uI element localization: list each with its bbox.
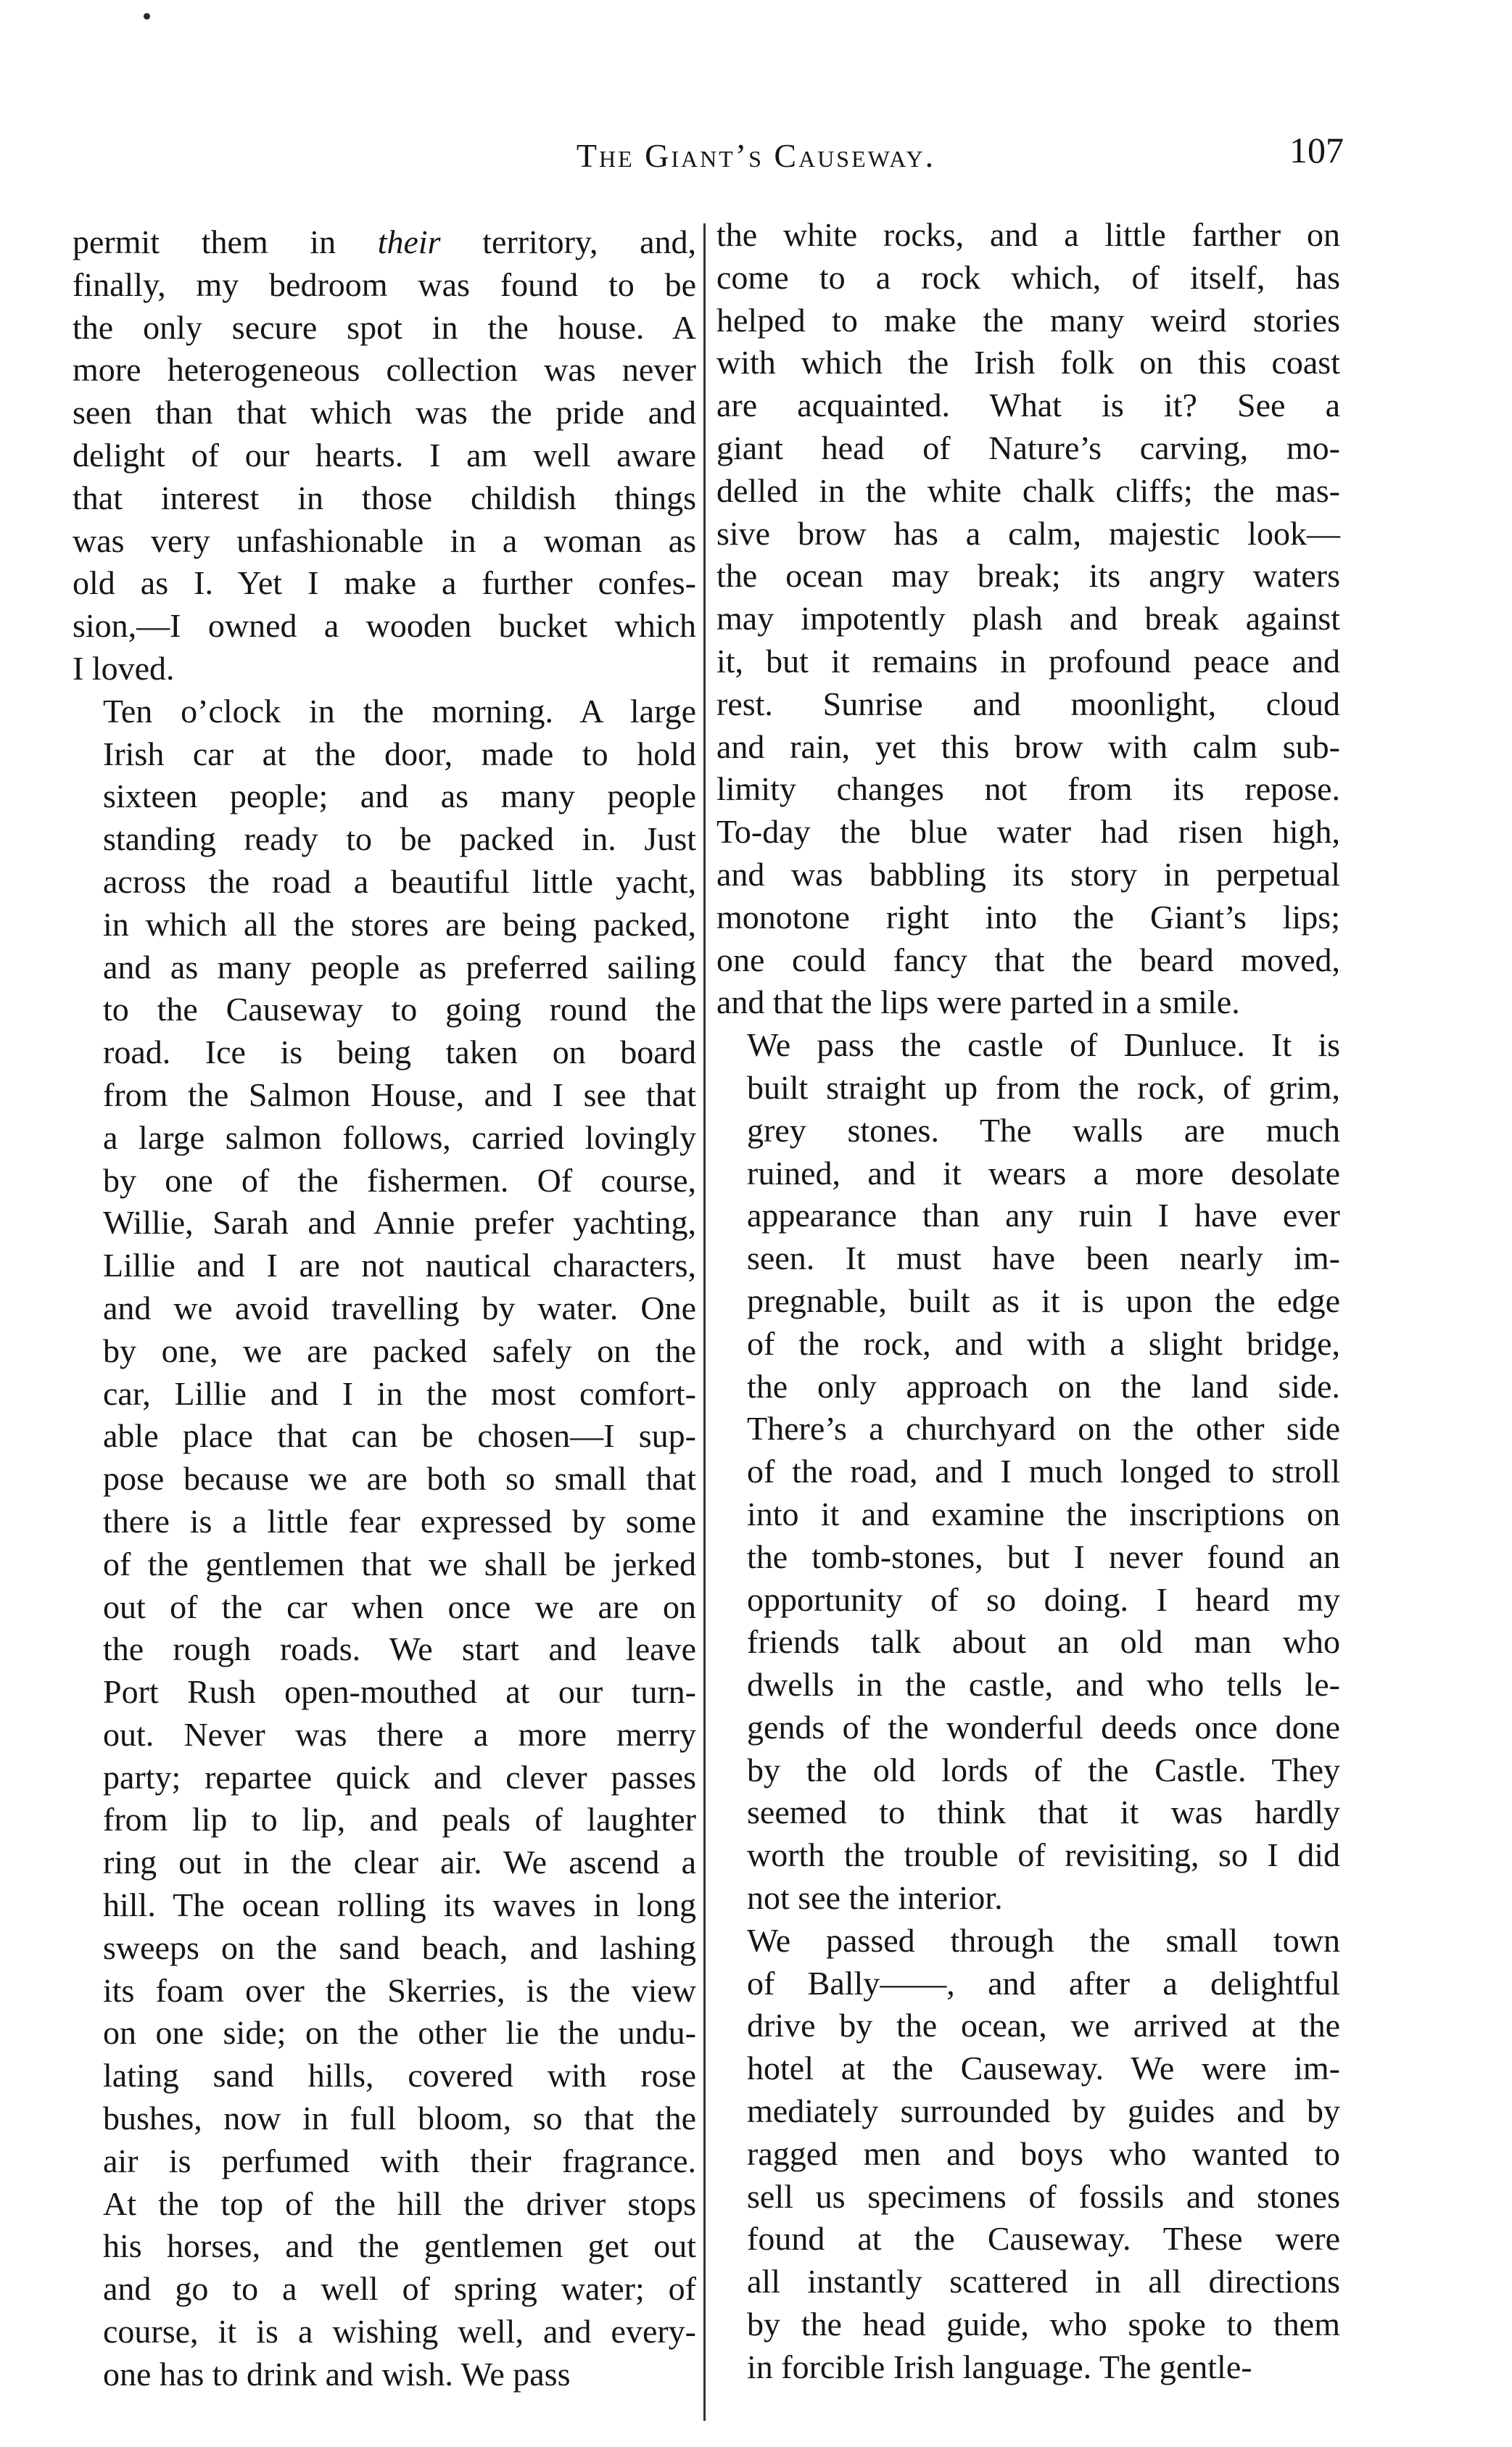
text-line: and we avoid travelling by water. One (103, 1289, 696, 1326)
text-line: found at the Causeway. These were (747, 2220, 1340, 2258)
text-line: seen than that which was the pride and (73, 394, 696, 432)
text-line: in forcible Irish language. The gentle- (747, 2348, 1252, 2385)
text-line: the ocean may break; its angry waters (716, 557, 1340, 595)
text-line: mediately surrounded by guides and by (747, 2092, 1340, 2130)
text-line: built straight up from the rock, of grim, (747, 1068, 1340, 1106)
text-line: sion,—I owned a wooden bucket which (73, 607, 696, 645)
text-line: and that the lips were parted in a smile. (716, 983, 1240, 1021)
text-line: one could fancy that the beard moved, (716, 941, 1340, 978)
text-line: Willie, Sarah and Annie prefer yachting, (103, 1204, 696, 1242)
text-line: all instantly scattered in all directions (747, 2263, 1340, 2300)
paragraph (73, 221, 696, 690)
text-line: worth the trouble of revisiting, so I did (747, 1836, 1340, 1874)
text-line: by one, we are packed safely on the (103, 1332, 696, 1369)
text-line: and as many people as preferred sailing (103, 948, 696, 986)
text-line: party; repartee quick and clever passes (103, 1758, 696, 1796)
text-line: one has to drink and wish. We pass (103, 2355, 571, 2393)
text-line: Lillie and I are not nautical characters, (103, 1247, 696, 1284)
text-line: drive by the ocean, we arrived at the (747, 2007, 1340, 2044)
text-line: permit them in their territory, and, (73, 223, 696, 260)
text-line: of the rock, and with a slight bridge, (747, 1324, 1340, 1362)
text-line: the tomb-stones, but I never found an (747, 1538, 1340, 1575)
text-line: At the top of the hill the driver stops (103, 2184, 696, 2222)
text-line: limity changes not from its repose. (716, 770, 1340, 808)
text-line: come to a rock which, of itself, has (716, 258, 1340, 296)
text-line: the white rocks, and a little farther on (716, 216, 1340, 253)
text-line: Ten o’clock in the morning. A large (103, 692, 696, 730)
text-line: from lip to lip, and peals of laughter (103, 1801, 696, 1839)
text-line: opportunity of so doing. I heard my (747, 1580, 1340, 1618)
running-head: The Giant’s Causeway. (576, 137, 936, 174)
text-line: There’s a churchyard on the other side (747, 1410, 1340, 1448)
text-line: the rough roads. We start and leave (103, 1630, 696, 1668)
text-line: in which all the stores are being packed, (103, 905, 696, 943)
text-line: of Bally——, and after a delightful (747, 1964, 1340, 2002)
text-line: We passed through the small town (747, 1921, 1340, 1959)
text-line: the only secure spot in the house. A (73, 308, 696, 346)
text-line: air is perfumed with their fragrance. (103, 2142, 696, 2179)
text-line: with which the Irish folk on this coast (716, 344, 1340, 381)
right-column (716, 214, 1340, 2389)
text-line: delight of our hearts. I am well aware (73, 436, 696, 474)
text-line: was very unfashionable in a woman as (73, 521, 696, 559)
text-line: We pass the castle of Dunluce. It is (747, 1026, 1340, 1064)
left-column (73, 221, 696, 2396)
text-line: out. Never was there a more merry (103, 1715, 696, 1753)
text-line: friends talk about an old man who (747, 1623, 1340, 1661)
text-line: hotel at the Causeway. We were im- (747, 2050, 1340, 2087)
text-line: appearance than any ruin I have ever (747, 1197, 1340, 1234)
text-line: his horses, and the gentlemen get out (103, 2227, 696, 2265)
text-line: ragged men and boys who wanted to (747, 2134, 1340, 2172)
text-line: more heterogeneous collection was never (73, 351, 696, 389)
text-line: helped to make the many weird stories (716, 301, 1340, 339)
text-line: and was babbling its story in perpetual (716, 855, 1340, 893)
text-line: sive brow has a calm, majestic look— (716, 514, 1340, 552)
paragraph (73, 690, 696, 2396)
text-line: are acquainted. What is it? See a (716, 387, 1340, 424)
text-line: a large salmon follows, carried lovingly (103, 1118, 696, 1156)
text-line: it, but it remains in profound peace and (716, 642, 1340, 680)
text-line: pregnable, built as it is upon the edge (747, 1282, 1340, 1319)
text-line: ring out in the clear air. We ascend a (103, 1844, 696, 1881)
text-line: ruined, and it wears a more desolate (747, 1154, 1340, 1192)
paragraph (716, 1024, 1340, 1920)
text-line: from the Salmon House, and I see that (103, 1076, 696, 1113)
text-line: course, it is a wishing well, and every- (103, 2313, 696, 2351)
text-line: road. Ice is being taken on board (103, 1033, 696, 1071)
text-line: of the gentlemen that we shall be jerked (103, 1545, 696, 1582)
text-line: giant head of Nature’s carving, mo- (716, 429, 1340, 466)
print-speck (144, 13, 150, 20)
text-line: of the road, and I much longed to stroll (747, 1453, 1340, 1490)
text-line: sweeps on the sand beach, and lashing (103, 1928, 696, 1966)
text-line: seen. It must have been nearly im- (747, 1239, 1340, 1277)
text-line: out of the car when once we are on (103, 1588, 696, 1625)
text-line: gends of the wonderful deeds once done (747, 1708, 1340, 1746)
paragraph (716, 1920, 1340, 2389)
text-line: lating sand hills, covered with rose (103, 2057, 696, 2095)
text-line: seemed to think that it was hardly (747, 1794, 1340, 1831)
text-line: grey stones. The walls are much (747, 1111, 1340, 1149)
text-line: by the head guide, who spoke to them (747, 2306, 1340, 2343)
text-line: To-day the blue water had risen high, (716, 813, 1340, 851)
text-line: pose because we are both so small that (103, 1460, 696, 1498)
text-line: by the old lords of the Castle. They (747, 1751, 1340, 1788)
text-line: hill. The ocean rolling its waves in long (103, 1886, 696, 1924)
text-line: by one of the fishermen. Of course, (103, 1161, 696, 1199)
text-line: dwells in the castle, and who tells le- (747, 1666, 1340, 1704)
text-line: may impotently plash and break against (716, 600, 1340, 637)
text-line: I loved. (73, 649, 175, 687)
text-line: Irish car at the door, made to hold (103, 735, 696, 772)
text-line: delled in the white chalk cliffs; the mas- (716, 471, 1340, 509)
text-line: monotone right into the Giant’s lips; (716, 898, 1340, 936)
text-line: bushes, now in full bloom, so that the (103, 2100, 696, 2137)
text-line: across the road a beautiful little yacht, (103, 862, 696, 900)
text-line: and rain, yet this brow with calm sub- (716, 727, 1340, 765)
text-line: finally, my bedroom was found to be (73, 265, 696, 303)
page-number: 107 (1289, 130, 1344, 170)
text-line: rest. Sunrise and moonlight, cloud (716, 685, 1340, 722)
text-line: its foam over the Skerries, is the view (103, 1971, 696, 2009)
text-line: car, Lillie and I in the most comfort- (103, 1374, 696, 1412)
text-line: to the Causeway to going round the (103, 991, 696, 1028)
text-line: and go to a well of spring water; of (103, 2270, 696, 2308)
text-line: sell us specimens of fossils and stones (747, 2177, 1340, 2215)
text-line: on one side; on the other lie the undu- (103, 2014, 696, 2052)
text-line: Port Rush open-mouthed at our turn- (103, 1673, 696, 1711)
text-line: able place that can be chosen—I sup- (103, 1417, 696, 1455)
column-divider (703, 223, 706, 2421)
emphasis: their (377, 223, 441, 260)
text-line: sixteen people; and as many people (103, 777, 696, 815)
paragraph (716, 214, 1340, 1024)
text-line: not see the interior. (747, 1879, 1003, 1917)
text-line: standing ready to be packed in. Just (103, 820, 696, 858)
text-line: into it and examine the inscriptions on (747, 1495, 1340, 1532)
text-line: old as I. Yet I make a further confes- (73, 564, 696, 602)
text-line: the only approach on the land side. (747, 1367, 1340, 1405)
text-line: that interest in those childish things (73, 479, 696, 516)
text-line: there is a little fear expressed by some (103, 1502, 696, 1540)
